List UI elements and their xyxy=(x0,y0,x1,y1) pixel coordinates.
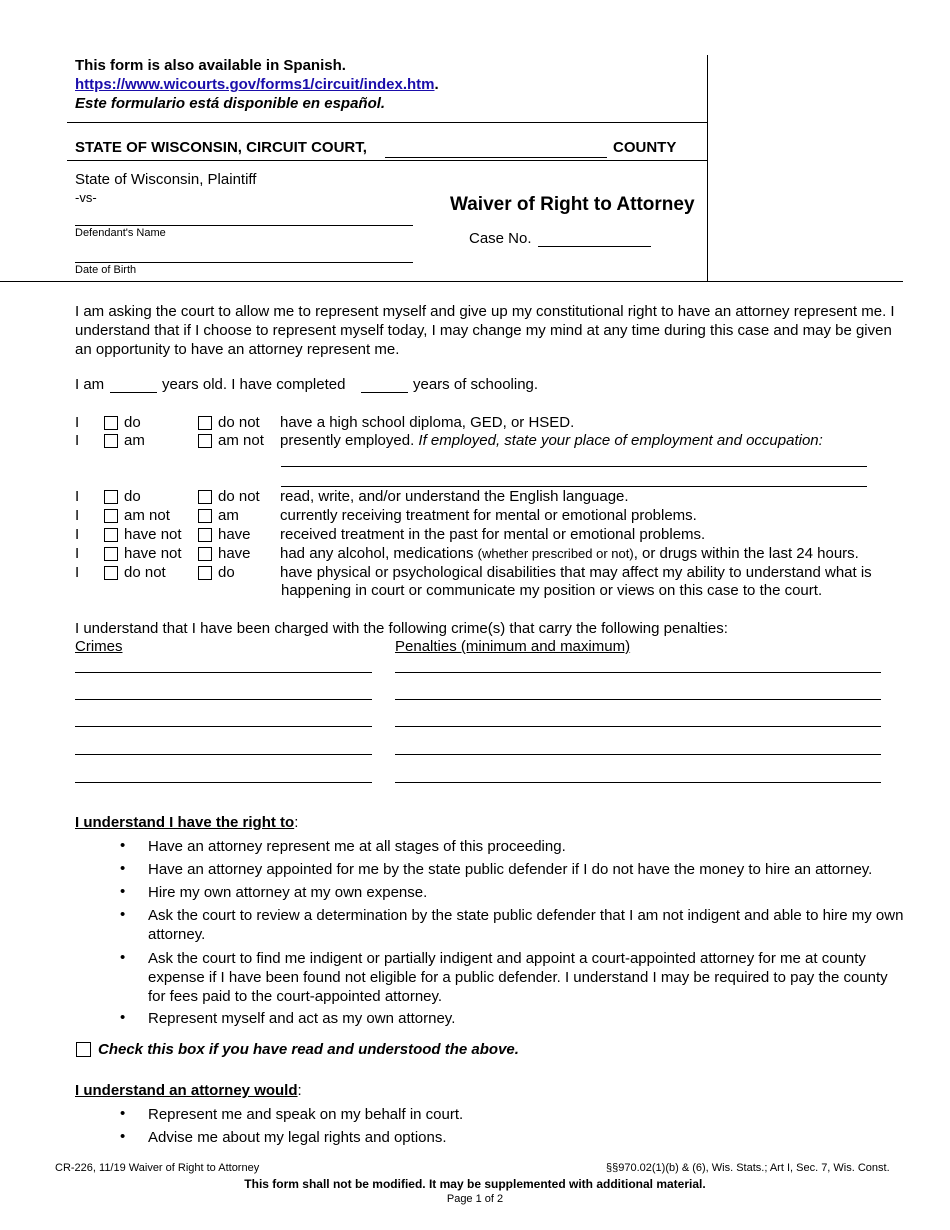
footer-statutes: §§970.02(1)(b) & (6), Wis. Stats.; Art I, Sec. 7, Wis. Const. xyxy=(606,1162,890,1174)
statement-text: have physical or psychological disabilities that may affect my ability to understand what is xyxy=(280,564,872,581)
statement-text xyxy=(280,432,823,449)
age-line-part3: years of schooling. xyxy=(413,376,539,393)
caption-bottom-rule xyxy=(0,281,903,282)
penalty-line[interactable] xyxy=(395,699,881,700)
attorney-heading-text: I understand an attorney would xyxy=(75,1082,298,1099)
employed-am-not-checkbox[interactable] xyxy=(198,434,212,448)
attorney-item: Represent me and speak on my behalf in court. xyxy=(148,1106,464,1123)
option1-label: am xyxy=(124,432,145,449)
bullet: • xyxy=(120,1105,126,1122)
rights-heading-text: I understand I have the right to xyxy=(75,814,295,831)
attorney-item: Advise me about my legal rights and options. xyxy=(148,1129,447,1146)
header-rule-2 xyxy=(67,160,707,161)
bullet: • xyxy=(120,1128,126,1145)
url-suffix: . xyxy=(434,76,439,93)
crime-line[interactable] xyxy=(75,754,372,755)
attorney-heading xyxy=(75,1082,302,1099)
crime-line[interactable] xyxy=(75,699,372,700)
english-do-checkbox[interactable] xyxy=(104,490,118,504)
option1-label: do xyxy=(124,414,141,431)
read-understood-checkbox[interactable] xyxy=(76,1042,91,1057)
read-understood-label: Check this box if you have read and understood the above. xyxy=(98,1041,519,1058)
statement-text xyxy=(280,545,859,562)
option1-label: do not xyxy=(124,564,166,581)
spanish-line: Este formulario está disponible en español. xyxy=(75,95,386,112)
option2-label: do not xyxy=(218,488,260,505)
statement-text-line2: happening in court or communicate my position or views on this case to the court. xyxy=(281,582,823,599)
bullet: • xyxy=(120,1009,126,1026)
penalties-header: Penalties (minimum and maximum) xyxy=(395,638,631,655)
treatment-current-am-checkbox[interactable] xyxy=(198,509,212,523)
row-i: I xyxy=(75,414,80,431)
date-of-birth-label: Date of Birth xyxy=(75,264,137,276)
penalty-line[interactable] xyxy=(395,672,881,673)
statement-text: received treatment in the past for mental or emotional problems. xyxy=(280,526,706,543)
attorney-heading-colon: : xyxy=(297,1082,302,1099)
row-i: I xyxy=(75,507,80,524)
row-i: I xyxy=(75,545,80,562)
age-line-part2: years old. I have completed xyxy=(162,376,346,393)
english-do-not-checkbox[interactable] xyxy=(198,490,212,504)
forms-url-line xyxy=(75,76,439,93)
option2-label: am not xyxy=(218,432,264,449)
disability-do-not-checkbox[interactable] xyxy=(104,566,118,580)
statement-small: (whether prescribed or not) xyxy=(477,546,634,561)
page-number: Page 1 of 2 xyxy=(446,1193,504,1205)
option2-label: have xyxy=(218,526,251,543)
age-line xyxy=(75,376,104,393)
crime-line[interactable] xyxy=(75,726,372,727)
treatment-past-have-checkbox[interactable] xyxy=(198,528,212,542)
rights-item: Ask the court to review a determination by the state public defender that I am not indigent and able to hire my own attorney. xyxy=(148,907,904,943)
row-i: I xyxy=(75,488,80,505)
option2-label: do not xyxy=(218,414,260,431)
crime-line[interactable] xyxy=(75,672,372,673)
rights-heading-colon: : xyxy=(294,814,299,831)
employment-line-1[interactable] xyxy=(281,466,867,467)
penalty-line[interactable] xyxy=(395,726,881,727)
court-suffix: COUNTY xyxy=(613,139,677,156)
statement-part1: had any alcohol, medications xyxy=(280,545,478,562)
diploma-do-not-checkbox[interactable] xyxy=(198,416,212,430)
disability-do-checkbox[interactable] xyxy=(198,566,212,580)
employed-am-checkbox[interactable] xyxy=(104,434,118,448)
statement-plain: presently employed. xyxy=(280,432,419,449)
penalty-line[interactable] xyxy=(395,754,881,755)
spanish-notice: This form is also available in Spanish. xyxy=(75,57,346,74)
intro-paragraph: I am asking the court to allow me to represent myself and give up my constitutional right to have an attorney represent me. I understand that if I choose to represent myself today, I may change my mind at any time during this case and may be given an opportunity to have an attorney represent me. xyxy=(75,303,895,358)
penalty-line[interactable] xyxy=(395,782,881,783)
row-i: I xyxy=(75,526,80,543)
option1-label: have not xyxy=(124,545,182,562)
footer-form-id: CR-226, 11/19 Waiver of Right to Attorney xyxy=(55,1162,260,1174)
option1-label: do xyxy=(124,488,141,505)
option1-label: have not xyxy=(124,526,182,543)
defendant-name-label: Defendant's Name xyxy=(75,227,166,239)
rights-item: Have an attorney appointed for me by the state public defender if I do not have the money to hire an attorney. xyxy=(148,861,873,878)
row-i: I xyxy=(75,564,80,581)
option2-label: do xyxy=(218,564,235,581)
crime-line[interactable] xyxy=(75,782,372,783)
county-blank[interactable] xyxy=(385,157,607,158)
statement-text: currently receiving treatment for mental or emotional problems. xyxy=(280,507,697,524)
statement-text: read, write, and/or understand the English language. xyxy=(280,488,629,505)
statement-text: have a high school diploma, GED, or HSED. xyxy=(280,414,575,431)
option2-label: am xyxy=(218,507,239,524)
schooling-field[interactable] xyxy=(361,392,408,393)
statement-part2: , or drugs within the last 24 hours. xyxy=(633,545,859,562)
bullet: • xyxy=(120,906,126,923)
footer-notice: This form shall not be modified. It may be supplemented with additional material. xyxy=(244,1177,706,1191)
option1-label: am not xyxy=(124,507,170,524)
substances-have-checkbox[interactable] xyxy=(198,547,212,561)
statement-italic: If employed, state your place of employment and occupation: xyxy=(418,432,823,449)
vs-label: -vs- xyxy=(75,190,97,205)
treatment-past-have-not-checkbox[interactable] xyxy=(104,528,118,542)
header-rule-1 xyxy=(67,122,707,123)
date-of-birth-field[interactable] xyxy=(75,262,413,263)
substances-have-not-checkbox[interactable] xyxy=(104,547,118,561)
crimes-intro: I understand that I have been charged with the following crime(s) that carry the following penalties: xyxy=(75,620,728,637)
bullet: • xyxy=(120,883,126,900)
plaintiff-label: State of Wisconsin, Plaintiff xyxy=(75,171,257,188)
case-no-label: Case No. xyxy=(469,230,532,247)
age-line-part1: I am xyxy=(75,376,105,393)
case-no-field[interactable] xyxy=(538,246,651,247)
bullet: • xyxy=(120,837,126,854)
forms-url-link[interactable]: https://www.wicourts.gov/forms1/circuit/index.htm xyxy=(75,76,435,93)
header-divider-vertical xyxy=(707,55,708,281)
row-i: I xyxy=(75,432,80,449)
defendant-name-field[interactable] xyxy=(75,225,413,226)
bullet: • xyxy=(120,860,126,877)
form-title: Waiver of Right to Attorney xyxy=(450,194,695,215)
option2-label: have xyxy=(218,545,251,562)
rights-item: Ask the court to find me indigent or partially indigent and appoint a court-appointed attorney for me at county expense if I have been found not eligible for a public defender. I understand I may be required to pay the county for fees paid to the court-appointed attorney. xyxy=(148,950,888,1005)
rights-item: Represent myself and act as my own attorney. xyxy=(148,1010,456,1027)
diploma-do-checkbox[interactable] xyxy=(104,416,118,430)
treatment-current-am-not-checkbox[interactable] xyxy=(104,509,118,523)
rights-item: Hire my own attorney at my own expense. xyxy=(148,884,428,901)
crimes-header: Crimes xyxy=(75,638,123,655)
bullet: • xyxy=(120,949,126,966)
employment-line-2[interactable] xyxy=(281,486,867,487)
rights-item: Have an attorney represent me at all stages of this proceeding. xyxy=(148,838,566,855)
rights-heading xyxy=(75,814,298,831)
court-prefix: STATE OF WISCONSIN, CIRCUIT COURT, xyxy=(75,139,367,156)
age-field[interactable] xyxy=(110,392,157,393)
